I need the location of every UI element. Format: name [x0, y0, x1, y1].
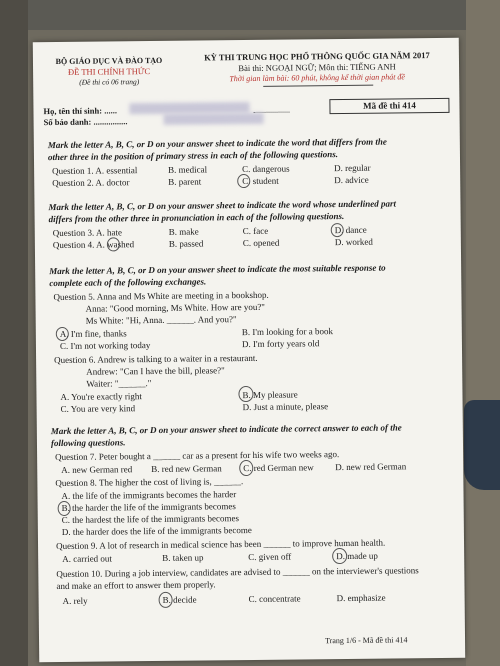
q8-opt-a: A. the life of the immigrants becomes the harder [61, 489, 237, 501]
q5-opt-b: B. I'm looking for a book [241, 326, 333, 338]
pages-note: (Đề thi có 06 trang) [79, 77, 140, 87]
q3-opt-a: Question 3. A. hate [52, 227, 123, 239]
q3-opt-c: C. face [242, 225, 269, 237]
exam-code-box: Mã đề thi 414 [329, 98, 449, 114]
background-left [0, 0, 28, 666]
q6-waiter: Waiter: "______." [86, 378, 152, 389]
candidate-name-label: Họ, tên thí sinh: ...... [43, 105, 117, 117]
q9-opt-b: B. taken up [162, 552, 204, 563]
q4-opt-c: C. opened [242, 237, 280, 249]
q1-opt-d: D. regular [334, 162, 371, 174]
background-floor [0, 0, 500, 30]
section1-instruction-line2: other three in the position of primary stress in each of the following questions. [47, 149, 339, 163]
pen-circle-q3 [331, 223, 344, 237]
q3-opt-b: B. make [168, 226, 199, 237]
q9-opt-c: C. given off [248, 551, 292, 563]
q7-opt-a: A. new German red [61, 464, 133, 475]
q9-stem: Question 9. A lot of research in medical science has been ______ to improve human health. [55, 537, 386, 552]
q8-opt-d: D. the harder does the life of the immigrants become [61, 524, 252, 537]
q6-opt-d: D. Just a minute, please [242, 401, 329, 413]
pen-circle-q7 [239, 460, 253, 476]
q4-opt-d: D. worked [334, 236, 373, 248]
q7-opt-d: D. new red German [335, 461, 407, 473]
q3-opt-d: D. dance [334, 224, 367, 236]
title-rule [263, 85, 373, 87]
q4-opt-b: B. passed [168, 238, 204, 249]
q6-opt-c: C. You are very kind [60, 403, 136, 414]
candidate-id-label: Số báo danh: ................ [43, 116, 128, 128]
q1-opt-c: C. dangerous [242, 163, 290, 175]
section2-instruction-line2: differs from the other three in pronunciation in each of the following questions. [48, 210, 345, 225]
section4-instruction-line2: following questions. [50, 437, 126, 449]
pen-circle-q9 [332, 548, 347, 564]
q8-stem: Question 8. The higher the cost of living is, ______. [55, 476, 244, 489]
q2-opt-d: D. advice [334, 174, 369, 186]
section3-instruction-line2: complete each of the following exchanges. [49, 276, 207, 289]
ministry-name: BỘ GIÁO DỤC VÀ ĐÀO TẠO [55, 55, 163, 67]
q7-stem: Question 7. Peter bought a ______ car as a present for his wife two weeks ago. [55, 449, 340, 463]
section1-instruction-line1: Mark the letter A, B, C, or D on your answer sheet to indicate the word that differs from the [47, 136, 387, 151]
q1-opt-b: B. medical [168, 164, 208, 175]
q2-opt-b: B. parent [168, 176, 202, 187]
q8-opt-b: B. the harder the life of the immigrants becomes [61, 501, 236, 513]
q10-opt-d: D. emphasize [336, 592, 386, 604]
q10-opt-c: C. concentrate [248, 593, 301, 605]
pen-circle-q2 [237, 174, 250, 188]
q7-opt-c: C. red German new [243, 462, 314, 474]
q9-opt-d: D. made up [336, 550, 378, 562]
q2-opt-c: C. student [242, 175, 279, 187]
q4-opt-a: Question 4. A. washed [52, 239, 135, 251]
section4-instruction-line1: Mark the letter A, B, C, or D on your answer sheet to indicate the correct answer to each of the [50, 422, 402, 437]
q5-white: Ms White: "Hi, Anna. ______. And you?" [85, 314, 237, 326]
q5-opt-c: C. I'm not working today [59, 340, 151, 351]
q5-opt-a: A. I'm fine, thanks [59, 328, 127, 339]
q6-andrew: Andrew: "Can I have the bill, please?" [86, 365, 225, 377]
q5-stem: Question 5. Anna and Ms White are meeting in a bookshop. [53, 289, 269, 303]
q10-opt-b: B. decide [162, 594, 197, 605]
background-right [466, 0, 500, 666]
pen-circle-q4 [107, 237, 120, 251]
pen-circle-q10 [159, 592, 173, 608]
q6-opt-a: A. You're exactly right [60, 391, 142, 402]
q8-opt-c: C. the hardest the life of the immigrants becomes [61, 513, 240, 525]
q9-opt-a: A. carried out [62, 553, 112, 564]
q6-stem: Question 6. Andrew is talking to a waiter in a restaurant. [54, 352, 258, 366]
exam-time: Thời gian làm bài: 60 phút, không kể thời gian phát đề [229, 72, 406, 84]
q2-opt-a: Question 2. A. doctor [52, 177, 130, 189]
section2-instruction-line1: Mark the letter A, B, C, or D on your answer sheet to indicate the word whose underlined part [48, 198, 396, 213]
exam-subject: Bài thi: NGOẠI NGỮ; Môn thi: TIẾNG ANH [238, 61, 396, 74]
q10-opt-a: A. rely [62, 595, 88, 606]
redacted-id [164, 113, 264, 125]
q10-stem-line2: and make an effort to answer them properly. [56, 579, 216, 592]
q6-opt-b: B. My pleasure [242, 389, 298, 401]
q7-opt-b: B. red new German [151, 463, 222, 475]
pen-circle-q5 [56, 327, 69, 341]
pen-circle-q8 [58, 501, 71, 516]
q5-opt-d: D. I'm forty years old [241, 338, 320, 350]
official-label: ĐỀ THI CHÍNH THỨC [67, 66, 151, 77]
exam-paper [33, 38, 465, 662]
q1-opt-a: Question 1. A. essential [52, 165, 138, 177]
q5-anna: Anna: "Good morning, Ms White. How are you?" [85, 301, 266, 314]
shoe-photo-object [464, 400, 500, 490]
page-footer: Trang 1/6 - Mã đề thi 414 [325, 635, 408, 646]
pen-circle-q6 [238, 386, 253, 402]
q10-stem-line1: Question 10. During a job interview, candidates are advised to ______ on the interviewer's questions [56, 565, 419, 580]
section3-instruction-line1: Mark the letter A, B, C, or D on your answer sheet to indicate the most suitable response to [49, 262, 386, 277]
exam-title: KỲ THI TRUNG HỌC PHỔ THÔNG QUỐC GIA NĂM 2017 [204, 50, 430, 63]
